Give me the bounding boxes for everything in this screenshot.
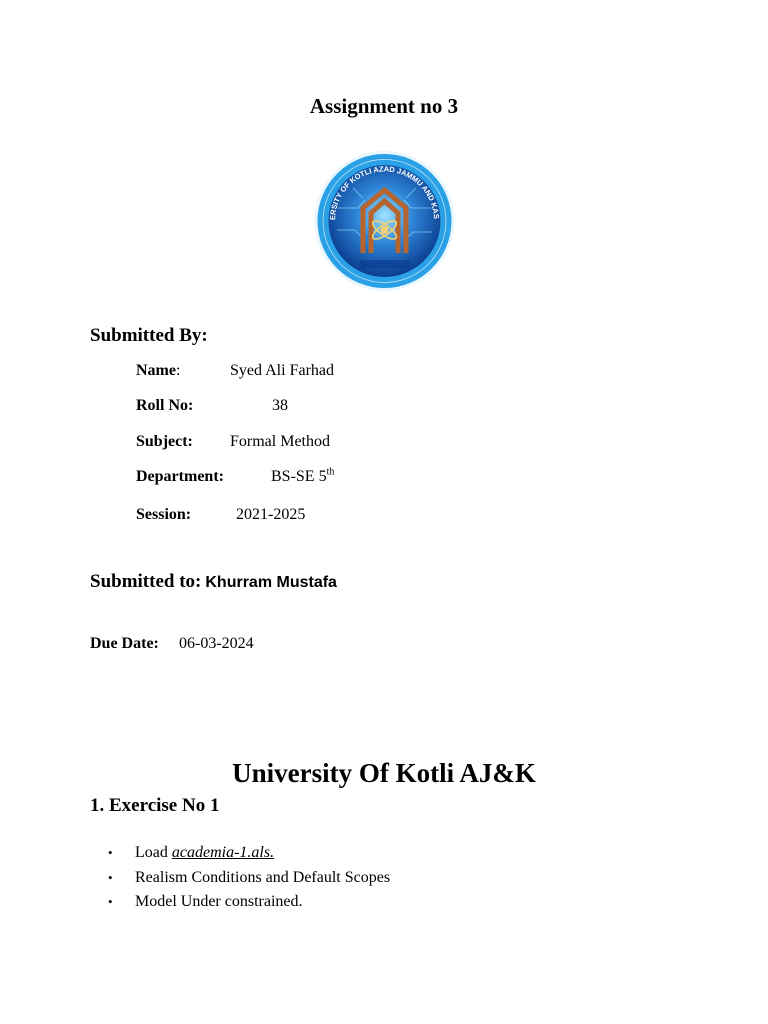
- exercise-heading: 1. Exercise No 1: [90, 795, 220, 816]
- bullet-icon: •: [108, 845, 113, 860]
- name-label-text: Name: [136, 362, 176, 379]
- university-logo: [313, 148, 456, 294]
- bullet-icon: •: [108, 894, 113, 909]
- list-item-text: Model Under constrained.: [135, 893, 303, 910]
- submitted-to: [90, 571, 337, 593]
- department-value: [271, 468, 334, 486]
- list-item: [108, 866, 390, 891]
- list-item: [108, 890, 390, 915]
- name-label-colon: :: [175, 362, 181, 379]
- name-value: Syed Ali Farhad: [230, 362, 334, 379]
- session-label: Session:: [136, 506, 192, 523]
- submitted-to-name: Khurram Mustafa: [205, 574, 337, 591]
- subject-value: Formal Method: [230, 433, 330, 450]
- roll-no-label: Roll No:: [136, 397, 194, 414]
- due-date-label: Due Date:: [90, 635, 159, 652]
- department-label: Department:: [136, 468, 224, 485]
- submitted-by-heading: Submitted By:: [90, 325, 208, 346]
- department-value-suffix: th: [326, 466, 335, 478]
- university-seal-icon: [313, 148, 456, 294]
- svg-text:UNIVERSITY OF KOTLI AZAD JAMMU: ERSITY OF KOTLI AZAD JAMMU AND KAS: [327, 164, 441, 221]
- name-label: [136, 362, 180, 380]
- due-date-value: 06-03-2024: [179, 635, 254, 652]
- university-title: University Of Kotli AJ&K: [232, 758, 536, 788]
- subject-label: Subject:: [136, 433, 193, 450]
- department-value-text: BS-SE 5: [271, 468, 327, 485]
- submitted-to-heading: Submitted to:: [90, 571, 202, 592]
- roll-no-value: 38: [272, 397, 288, 414]
- bullet-icon: •: [108, 869, 113, 885]
- list-item-text: Realism Conditions and Default Scopes: [135, 868, 391, 886]
- list-item: [108, 841, 390, 866]
- exercise-list: [108, 841, 390, 915]
- document-title: Assignment no 3: [309, 94, 459, 118]
- session-value: 2021-2025: [236, 506, 306, 523]
- list-item-prefix: Load: [135, 844, 172, 861]
- academia-file-link[interactable]: academia-1.als.: [171, 844, 275, 861]
